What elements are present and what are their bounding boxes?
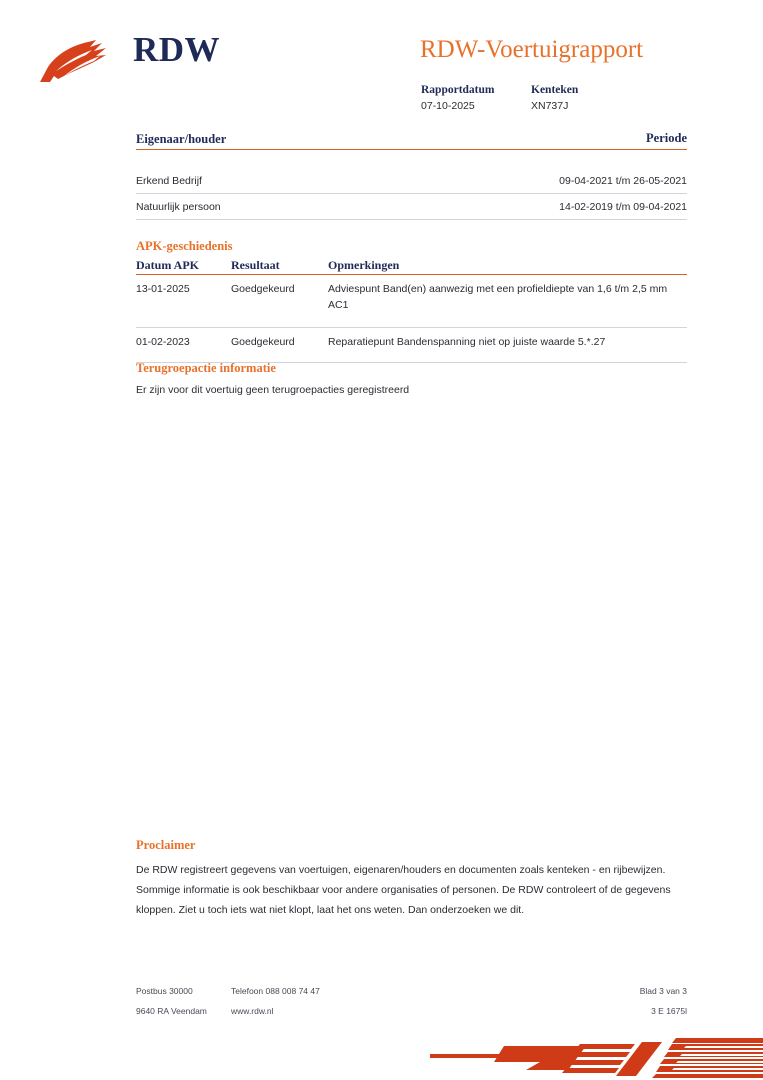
footer-phone: Telefoon 088 008 74 47: [231, 986, 320, 996]
report-meta: [421, 83, 721, 114]
apk-result: Goedgekeurd: [231, 283, 295, 295]
apk-remarks: Adviespunt Band(en) aanwezig met een profieldiepte van 1,6 t/m 2,5 mm AC1: [328, 283, 668, 311]
apk-date: 13-01-2025: [136, 283, 190, 295]
disclaimer-section-body: De RDW registreert gegevens van voertuigen, eigenaren/houders en documenten zoals kenteken - en rijbewijzen. Sommige informatie is ook beschikbaar voor andere organisaties of personen. De RDW controleert of de gegevens kloppen. Ziet u toch iets wat niet klopt, laat het ons weten. Dan onderzoeken we dit.: [136, 864, 671, 916]
footer-postbus: Postbus 30000: [136, 986, 193, 996]
owner-holder-type: Natuurlijk persoon: [136, 201, 221, 213]
owner-holder-section: [136, 130, 687, 220]
owner-section-title: Eigenaar/houder: [136, 132, 227, 146]
footer-row: [136, 1005, 687, 1025]
report-date-value: 07-10-2025: [421, 100, 475, 112]
owner-period: 09-04-2021 t/m 26-05-2021: [559, 175, 687, 187]
document-header: [0, 0, 763, 120]
apk-date: 01-02-2023: [136, 336, 190, 348]
row-divider: [136, 219, 687, 220]
table-row: [136, 194, 687, 219]
rdw-logo-text: RDW: [133, 30, 221, 69]
owner-holder-type: Erkend Bedrijf: [136, 175, 202, 187]
report-date-label: Rapportdatum: [421, 84, 495, 96]
apk-table-header: [136, 257, 687, 274]
rdw-logo: [36, 30, 236, 90]
license-plate-block: [531, 83, 578, 114]
owner-period: 14-02-2019 t/m 09-04-2021: [559, 201, 687, 213]
footer-page-indicator: Blad 3 van 3: [639, 986, 687, 996]
apk-column-result: Resultaat: [231, 258, 280, 272]
apk-history-section: [136, 237, 687, 363]
footer-doc-code: 3 E 1675l: [651, 1006, 687, 1016]
disclaimer-section: [136, 836, 687, 920]
disclaimer-section-title: Proclaimer: [136, 838, 196, 852]
owner-period-title: Periode: [646, 131, 687, 145]
apk-section-title: APK-geschiedenis: [136, 239, 233, 253]
footer-city: 9640 RA Veendam: [136, 1006, 207, 1016]
rdw-feather-logo-icon: [36, 38, 126, 86]
footer-website[interactable]: www.rdw.nl: [231, 1006, 274, 1016]
recall-section-body: Er zijn voor dit voertuig geen terugroepacties geregistreerd: [136, 384, 410, 396]
apk-remarks: Reparatiepunt Bandenspanning niet op juiste waarde 5.*.27: [328, 336, 606, 348]
license-plate-value: XN737J: [531, 100, 569, 112]
table-row: [136, 168, 687, 193]
owner-section-header: [136, 130, 687, 149]
table-row: [136, 328, 687, 362]
apk-column-date: Datum APK: [136, 258, 199, 272]
recall-section-title: Terugroepactie informatie: [136, 361, 276, 375]
apk-result: Goedgekeurd: [231, 336, 295, 348]
recall-section: [136, 359, 687, 398]
license-plate-label: Kenteken: [531, 84, 579, 96]
owner-spacer: [136, 150, 687, 168]
footer-row: [136, 985, 687, 1005]
rdw-speed-stripes-graphic: [430, 1036, 763, 1080]
table-row: [136, 275, 687, 327]
page-title: RDW-Voertuigrapport: [420, 36, 644, 63]
apk-column-remarks: Opmerkingen: [328, 258, 400, 272]
report-date-block: [421, 83, 531, 114]
document-footer: [136, 985, 687, 1025]
